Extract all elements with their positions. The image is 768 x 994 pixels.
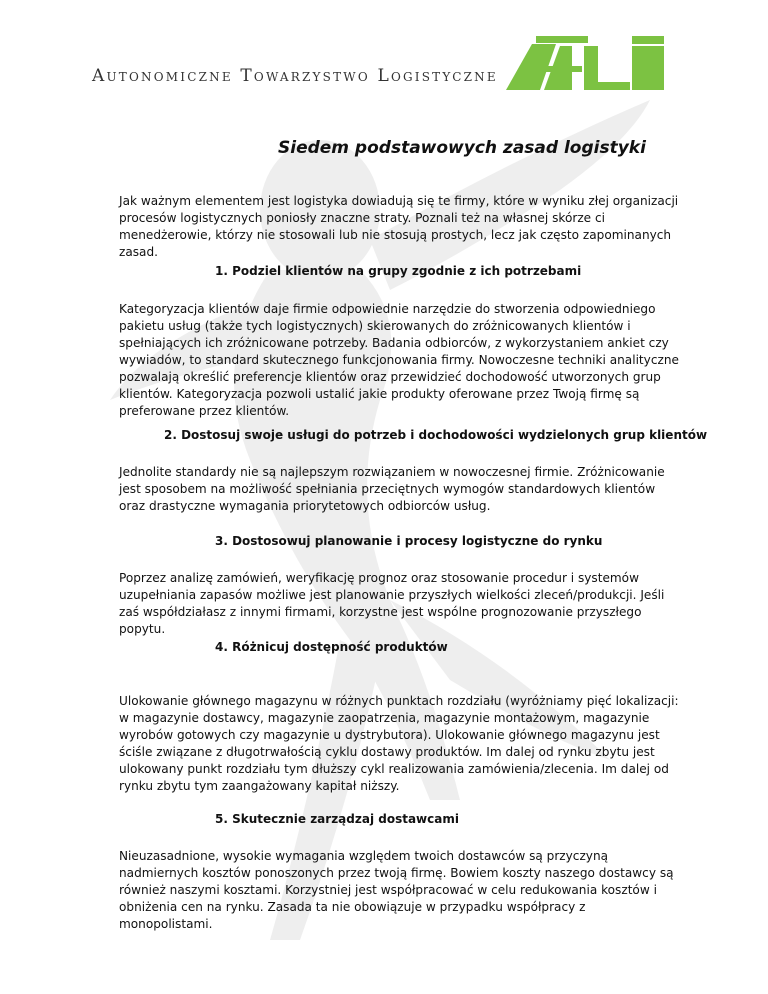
section-4-heading: 4. Różnicuj dostępność produktów: [215, 640, 448, 654]
section-5-heading: 5. Skutecznie zarządzaj dostawcami: [215, 812, 459, 826]
section-3-body: Poprzez analizę zamówień, weryfikację prognoz oraz stosowanie procedur i systemów uzupełniania zapasów możliwe jest planowanie przyszłych wielkości zleceń/produkcji. Jeśli zaś współdziałasz z innymi firmami, korzystne jest wspólne prognozowanie przyszłego popytu.: [119, 571, 665, 636]
section-3-heading: 3. Dostosowuj planowanie i procesy logistyczne do rynku: [215, 534, 603, 548]
section-5-body: Nieuzasadnione, wysokie wymagania względem twoich dostawców są przyczyną nadmiernych kosztów ponoszonych przez twoją firmę. Bowiem koszty naszego dostawcy są również naszymi kosztami. Korzystniej jest współpracować w celu redukowania kosztów i obniżenia cen na rynku. Zasada ta nie obowiązuje w przypadku współpracy z monopolistami.: [119, 849, 674, 931]
intro-paragraph: Jak ważnym elementem jest logistyka dowiadują się te firmy, które w wyniku złej organizacji procesów logistycznych poniosły znaczne straty. Poznali też na własnej skórze ci menedżerowie, którzy nie stosowali lub nie stosują prostych, lecz jak często zapominanych zasad.: [119, 194, 679, 259]
organization-name: Autonomiczne Towarzystwo Logistyczne: [92, 66, 498, 86]
atl-logo: [506, 36, 666, 90]
section-1-heading: 1. Podziel klientów na grupy zgodnie z ich potrzebami: [215, 264, 582, 278]
section-1-body: Kategoryzacja klientów daje firmie odpowiednie narzędzie do stworzenia odpowiedniego pakietu usług (także tych logistycznych) skierowanych do zróżnicowanych klientów i spełniających ich zróżnicowane potrzeby. Badania odbiorców, z wykorzystaniem ankiet czy wywiadów, to standard skutecznego funkcjonowania firmy. Nowoczesne techniki analityczne pozwalają określić preferencje klientów oraz przewidzieć dochodowość utworzonych grup klientów. Kategoryzacja pozwoli ustalić jakie produkty oferowane przez Twoją firmę są preferowane przez klientów.: [119, 302, 679, 418]
document-title: Siedem podstawowych zasad logistyki: [278, 138, 646, 158]
section-2-body: Jednolite standardy nie są najlepszym rozwiązaniem w nowoczesnej firmie. Zróżnicowanie jest sposobem na możliwość spełniania przeciętnych wymogów standardowych klientów oraz drastyczne wymagania priorytetowych odbiorców usług.: [119, 465, 665, 513]
section-4-body: Ulokowanie głównego magazynu w różnych punktach rozdziału (wyróżniamy pięć lokalizacji: w magazynie dostawcy, magazynie zaopatrzenia, magazynie montażowym, magazynie wyrobów gotowych czy magazynie u dystrybutora). Ulokowanie głównego magazynu jest ściśle związane z długotrwałością cyklu dostawy produktów. Im dalej od rynku zbytu jest ulokowany punkt rozdziału tym dłuższy cykl realizowania zamówienia/zlecenia. Im dalej od rynku zbytu tym zaangażowany kapitał niższy.: [119, 694, 679, 793]
section-2-heading: 2. Dostosuj swoje usługi do potrzeb i dochodowości wydzielonych grup klientów: [164, 428, 708, 442]
